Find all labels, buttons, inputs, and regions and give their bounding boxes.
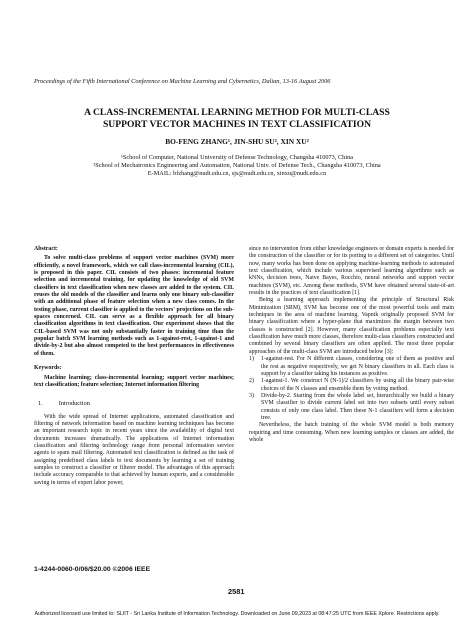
list-item-number: 1) [249,356,254,363]
page-number: 2581 [228,587,245,596]
intro-paragraph-1-continued: since no intervention from either knowledge engineers or domain experts is needed for the construction of the classifier or for its porting to a different set of categories. Until now, many works has been done on applying machine-learning methods to automated text classification, which include various supervised learning algorithms such as kNNs, decision trees, Naive Bayes, Rocchio, neural networks and support vector machines (SVM), etc. Among these methods, SVM have obtained several state-of-art results in the practices of text classification [1]. [249,246,454,297]
author-list: BO-FENG ZHANG¹, JIN-SHU SU², XIN XU² [165,137,309,146]
list-item-number: 2) [249,378,254,385]
abstract-body: To solve multi-class problems of support vector machines (SVM) more efficiently, a novel framework, which we call class-incremental learning (CIL), is proposed in this paper. CIL consists of two phases: incremental feature selection and incremental training, for updating the knowledge of old SVM classifiers in text classification when new classes are added to the system. CIL reuses the old models of the classifier and learns only one binary sub-classifier with an additional phase of feature selection when a new class comes. In the testing phase, current classifier is applied to the vectors' projections on the sub-spaces concerned. CIL can serve as a flexible approach for all binary classification algorithms in text classification. Our experiment shows that the CIL-based SVM was not only substantially faster in training time than the popular batch SVM learning methods such as 1-against-rest, 1-against-1 and divide-by-2 but also almost competed to the best performances in effectiveness of them. [34,255,234,357]
list-item [249,393,454,422]
title-line-1: A CLASS-INCREMENTAL LEARNING METHOD FOR MULTI-CLASS [84,107,390,118]
isbn-line: 1-4244-0060-0/06/$20.00 ©2006 IEEE [34,566,151,573]
list-item [249,378,454,393]
section-title: Introduction [58,400,90,408]
intro-paragraph-3: Nevertheless, the batch training of the whole SVM model is both memory requiring and time consuming. When new learning samples or classes are added, the whole [249,422,454,443]
list-item-text: Divide-by-2. Starting from the whole label set, hierarchically we build a binary SVM classifier to divide current label set into two subsets until every subset consists of only one class label. Then these N-1 classifiers will form a decision tree. [261,392,454,421]
title-line-2: SUPPORT VECTOR MACHINES IN TEXT CLASSIFICATION [102,119,372,130]
section-heading-introduction [38,400,234,407]
keywords-heading: Keywords: [34,365,62,372]
abstract-heading: Abstract: [34,246,58,252]
svm-approach-list [249,356,454,422]
list-item [249,356,454,378]
list-item-text: 1-against-rest. For N different classes, considering one of them as positive and the rest as negative respectively, we get N binary classifiers in all. Each class is support by a classifier taking his instances as positive. [261,356,454,377]
list-item-number: 3) [249,392,254,399]
paper-title [20,107,454,131]
license-footer: Authorized licensed use limited to: SLIIT - Sri Lanka Institute of Information Technology. Downloaded on June 09,2023 at 08:47:25 UTC from IEEE Xplore. Restrictions apply. [34,611,440,617]
proceedings-header: Proceedings of the Fifth International Conference on Machine Learning and Cybernetics, Dalian, 13-16 August 2006 [34,78,331,85]
intro-paragraph-1: With the wide spread of Internet applications, automated classification and filtering of network information based on machine learning techniques has become an important research topic in recent years since the availability of digital text documents increases dramatically. The applications of Internet information classification and filtering technology range from personal information service agents to spam mail filtering. Automated text classification is defined as the task of assigning predefined class labels to text documents by learning a set of training samples to construct a classifier or filterer model. The advantages of this approach include accuracy comparable to that achieved by human experts, and a considerable saving in terms of expert labor power, [34,413,234,486]
section-number: 1. [38,400,43,408]
right-column [249,246,454,444]
affiliation-2: ²School of Mechatronics Engineering and Automation, National Univ. of Defense Tech., Changsha 410073, China [93,162,381,169]
left-column [34,246,234,487]
intro-paragraph-2: Being a learning approach implementing the principle of Structural Risk Minimization (SRM), SVM has become one of the most powerful tools and main techniques in the area of machine learning. Vapnik originally proposed SVM for binary classification where a hyper-plane that maximizes the margin between two classes is constructed [2]. However, many classification problems especially text classification have much more classes, therefore multi-class classifiers constructed and combined by several binary classifiers are often applied. The most three popular approaches of the multi-class SVM are introduced below [3]: [249,297,454,355]
affiliation-1: ¹School of Computer, National University of Defense Technology, Changsha 410073, China [120,154,354,161]
email-line: E-MAIL: bfzhang@nudt.edu.cn, sjs@nudt.edu.cn, xinxu@nudt.edu.cn [147,170,327,177]
list-item-text: 1-against-1. We construct N (N-1)/2 classifiers by using all the binary pair-wise choices of the N classes and ensemble them by voting method. [261,378,454,392]
affiliations [20,154,454,178]
keywords-body: Machine learning; class-incremental learning; support vector machines; text classification; feature selection; Internet information filtering [34,374,234,388]
